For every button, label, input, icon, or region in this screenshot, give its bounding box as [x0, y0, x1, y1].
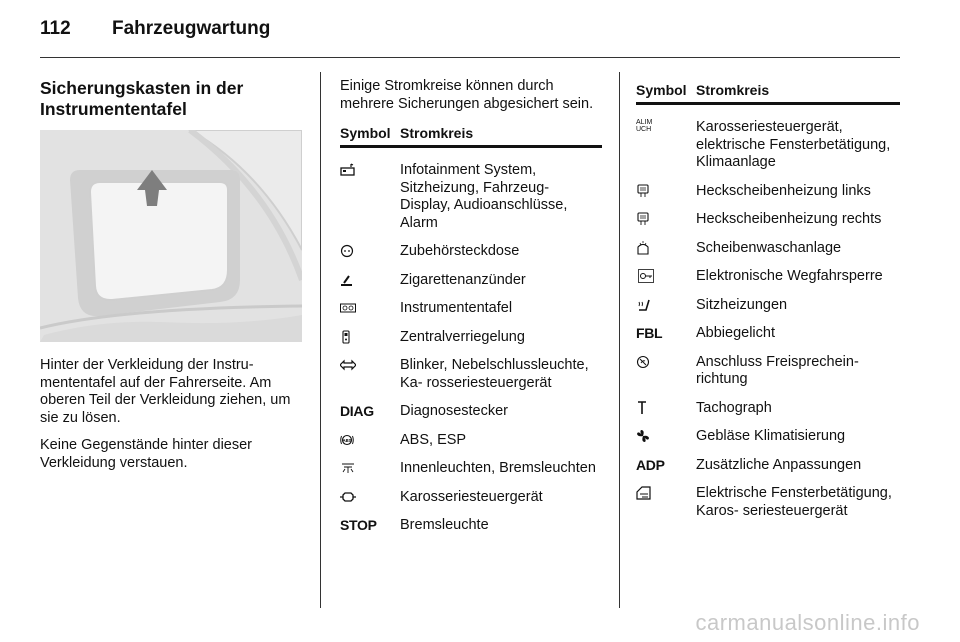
immobilizer-key-icon [636, 269, 656, 283]
watermark: carmanualsonline.info [695, 610, 920, 635]
table-header [340, 125, 602, 148]
header-symbol: Symbol [340, 125, 391, 141]
handsfree-icon [636, 355, 652, 369]
column-divider-2 [619, 72, 620, 608]
table-row: Tachograph [636, 400, 900, 418]
page-header [40, 18, 270, 40]
header-symbol: Symbol [636, 82, 687, 98]
symbol-adp: ADP [636, 456, 665, 473]
table-row: Sitzheizungen [636, 297, 900, 315]
table-header [636, 82, 900, 105]
right-column [636, 78, 900, 520]
table-row: Karosseriesteuergerät [340, 489, 602, 507]
instrument-panel-icon [340, 301, 356, 315]
section-title: Sicherungskasten in der Instrumententafel [40, 78, 244, 119]
table-row: Anschluss Freisprechein- richtung [636, 354, 900, 389]
interior-light-icon [340, 461, 356, 475]
table-row: ALIM UCH Karosseriesteuergerät, elektrische Fensterbetätigung, Klimaanlage [636, 119, 891, 170]
rear-defrost-left-icon [636, 184, 652, 198]
symbol-fbl: FBL [636, 325, 663, 341]
turn-signal-icon [340, 358, 356, 372]
table-row: STOP Bremsleuchte [340, 517, 489, 533]
page-number: 112 [40, 18, 71, 39]
infotainment-icon [340, 163, 356, 177]
table-row: DIAG Diagnosestecker [340, 403, 508, 419]
power-window-icon [636, 486, 652, 500]
table-row: ABS ABS, ESP [340, 432, 602, 450]
paragraph-warning: Keine Gegenstände hinter dieser Verkleidung verstauen. [40, 437, 253, 471]
middle-column [340, 78, 602, 535]
symbol-alim-uch: ALIM UCH [636, 119, 653, 133]
table-row: Scheibenwaschanlage [636, 240, 900, 258]
table-row: Heckscheibenheizung rechts [636, 211, 900, 229]
power-socket-icon [340, 244, 356, 258]
header-circuit: Stromkreis [696, 82, 770, 98]
rear-defrost-right-icon [636, 212, 652, 226]
table-row: ADP Zusätzliche Anpassungen [636, 456, 862, 473]
washer-icon [636, 241, 652, 255]
central-locking-icon [340, 330, 356, 344]
table-row: Elektrische Fensterbetätigung, Karos- seriesteuergerät [636, 485, 900, 520]
table-row: Innenleuchten, Bremsleuchten [340, 460, 602, 478]
table-row: Zigarettenanzünder [340, 272, 602, 290]
left-column [40, 78, 302, 472]
symbol-diag: DIAG [340, 403, 374, 419]
body-control-icon [340, 490, 356, 504]
table-row: Zubehörsteckdose [340, 243, 602, 261]
paragraph-location: Hinter der Verkleidung der Instru- mententafel auf der Fahrerseite. Am oberen Teil der Verkleidung ziehen, um sie zu lösen. [40, 357, 291, 426]
table-row: Blinker, Nebelschlussleuchte, Ka- rosseriesteuergerät [340, 357, 602, 392]
header-rule [40, 57, 900, 58]
fan-icon [636, 429, 652, 443]
fuse-box-cover-illustration [40, 130, 302, 342]
table-row: FBL Abbiegelicht [636, 325, 775, 341]
page-title: Fahrzeugwartung [112, 18, 271, 39]
header-circuit: Stromkreis [400, 125, 474, 141]
intro-paragraph: Einige Stromkreise können durch mehrere Sicherungen abgesichert sein. [340, 78, 594, 112]
symbol-stop: STOP [340, 517, 377, 533]
tachograph-icon [636, 401, 652, 415]
table-row: Elektronische Wegfahrsperre [636, 268, 900, 286]
abs-icon [340, 433, 356, 447]
column-divider-1 [320, 72, 321, 608]
table-row: Gebläse Klimatisierung [636, 428, 900, 446]
table-row: Instrumententafel [340, 300, 602, 318]
seat-heating-icon [636, 298, 652, 312]
svg-text:ABS: ABS [342, 437, 352, 443]
table-row: Zentralverriegelung [340, 329, 602, 347]
table-row: Infotainment System, Sitzheizung, Fahrzeug- Display, Audioanschlüsse, Alarm [340, 162, 602, 232]
table-row: Heckscheibenheizung links [636, 183, 900, 201]
cigarette-lighter-icon [340, 273, 356, 287]
